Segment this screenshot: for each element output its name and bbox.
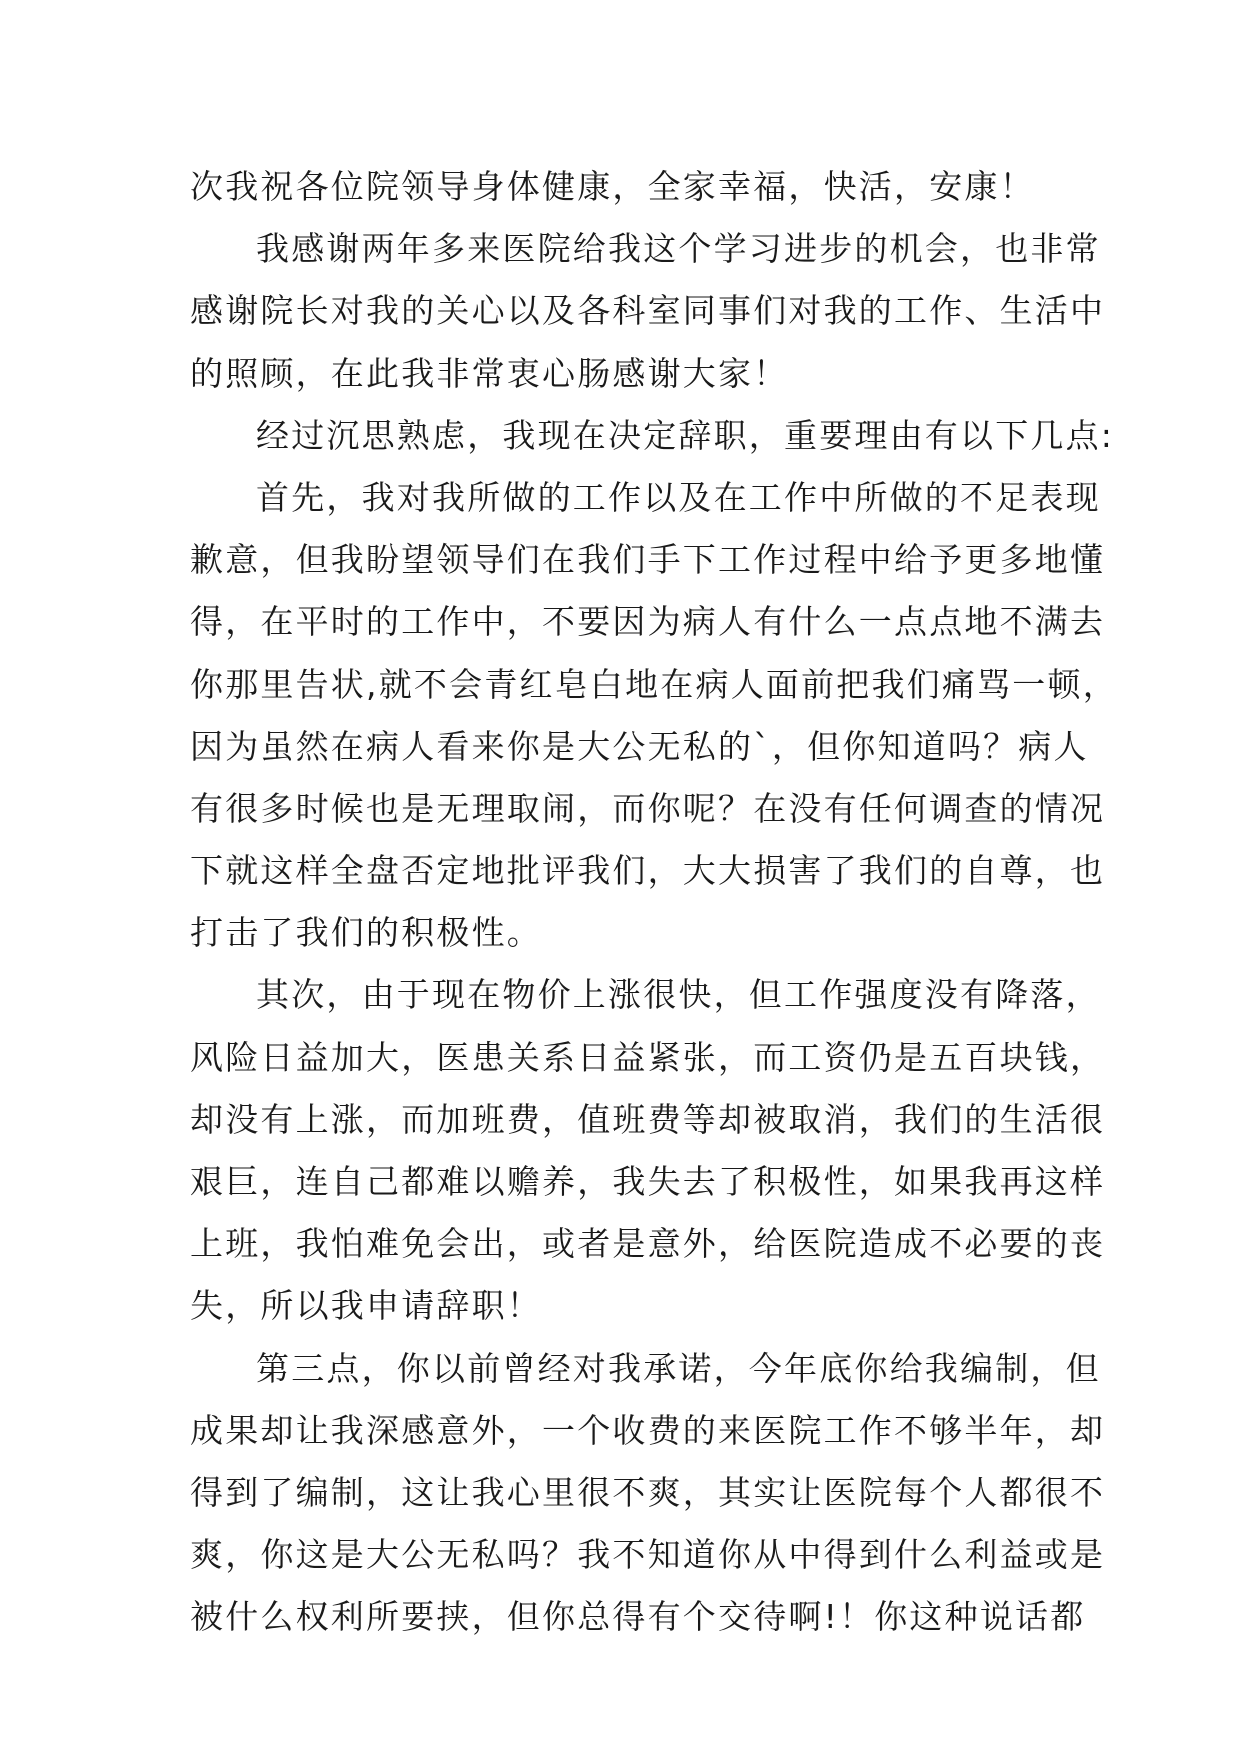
- text-line: 上班，我怕难免会出，或者是意外，给医院造成不必要的丧: [190, 1224, 1106, 1264]
- text-line: 却没有上涨，而加班费，值班费等却被取消，我们的生活很: [190, 1099, 1106, 1139]
- text-line: 因为虽然在病人看来你是大公无私的`，但你知道吗？病人: [190, 726, 1089, 766]
- text-line: 得到了编制，这让我心里很不爽，其实让医院每个人都很不: [190, 1472, 1106, 1512]
- text-line: 第三点，你以前曾经对我承诺，今年底你给我编制，但: [256, 1348, 1101, 1388]
- text-line: 歉意，但我盼望领导们在我们手下工作过程中给予更多地懂: [190, 540, 1106, 580]
- text-line: 下就这样全盘否定地批评我们，大大损害了我们的自尊，也: [190, 851, 1106, 891]
- text-line: 感谢院长对我的关心以及各科室同事们对我的工作、生活中: [190, 291, 1106, 331]
- text-line: 其次，由于现在物价上涨很快，但工作强度没有降落，: [256, 975, 1101, 1015]
- text-line: 你那里告状,就不会青红皂白地在病人面前把我们痛骂一顿，: [190, 664, 1118, 704]
- text-line: 失，所以我申请辞职！: [190, 1286, 542, 1326]
- text-line: 爽，你这是大公无私吗？我不知道你从中得到什么利益或是: [190, 1535, 1106, 1575]
- text-line: 次我祝各位院领导身体健康，全家幸福，快活，安康！: [190, 167, 1035, 206]
- text-line: 我感谢两年多来医院给我这个学习进步的机会，也非常: [256, 229, 1101, 269]
- text-line: 得，在平时的工作中，不要因为病人有什么一点点地不满去: [190, 602, 1106, 642]
- document-body: [190, 156, 1118, 1649]
- text-line: 的照顾，在此我非常衷心肠感谢大家！: [190, 353, 789, 393]
- text-line: 风险日益加大，医患关系日益紧张，而工资仍是五百块钱，: [190, 1037, 1106, 1077]
- text-line: 有很多时候也是无理取闹，而你呢？在没有任何调查的情况: [190, 788, 1106, 828]
- text-line: 经过沉思熟虑，我现在决定辞职，重要理由有以下几点:: [256, 415, 1115, 455]
- text-line: 打击了我们的积极性。: [190, 913, 542, 953]
- text-line: 首先，我对我所做的工作以及在工作中所做的不足表现: [256, 477, 1101, 517]
- text-line: 艰巨，连自己都难以赡养，我失去了积极性，如果我再这样: [190, 1162, 1106, 1201]
- text-line: 成果却让我深感意外，一个收费的来医院工作不够半年，却: [190, 1410, 1106, 1450]
- text-line: 被什么权利所要挟，但你总得有个交待啊!！你这种说话都: [190, 1597, 1086, 1637]
